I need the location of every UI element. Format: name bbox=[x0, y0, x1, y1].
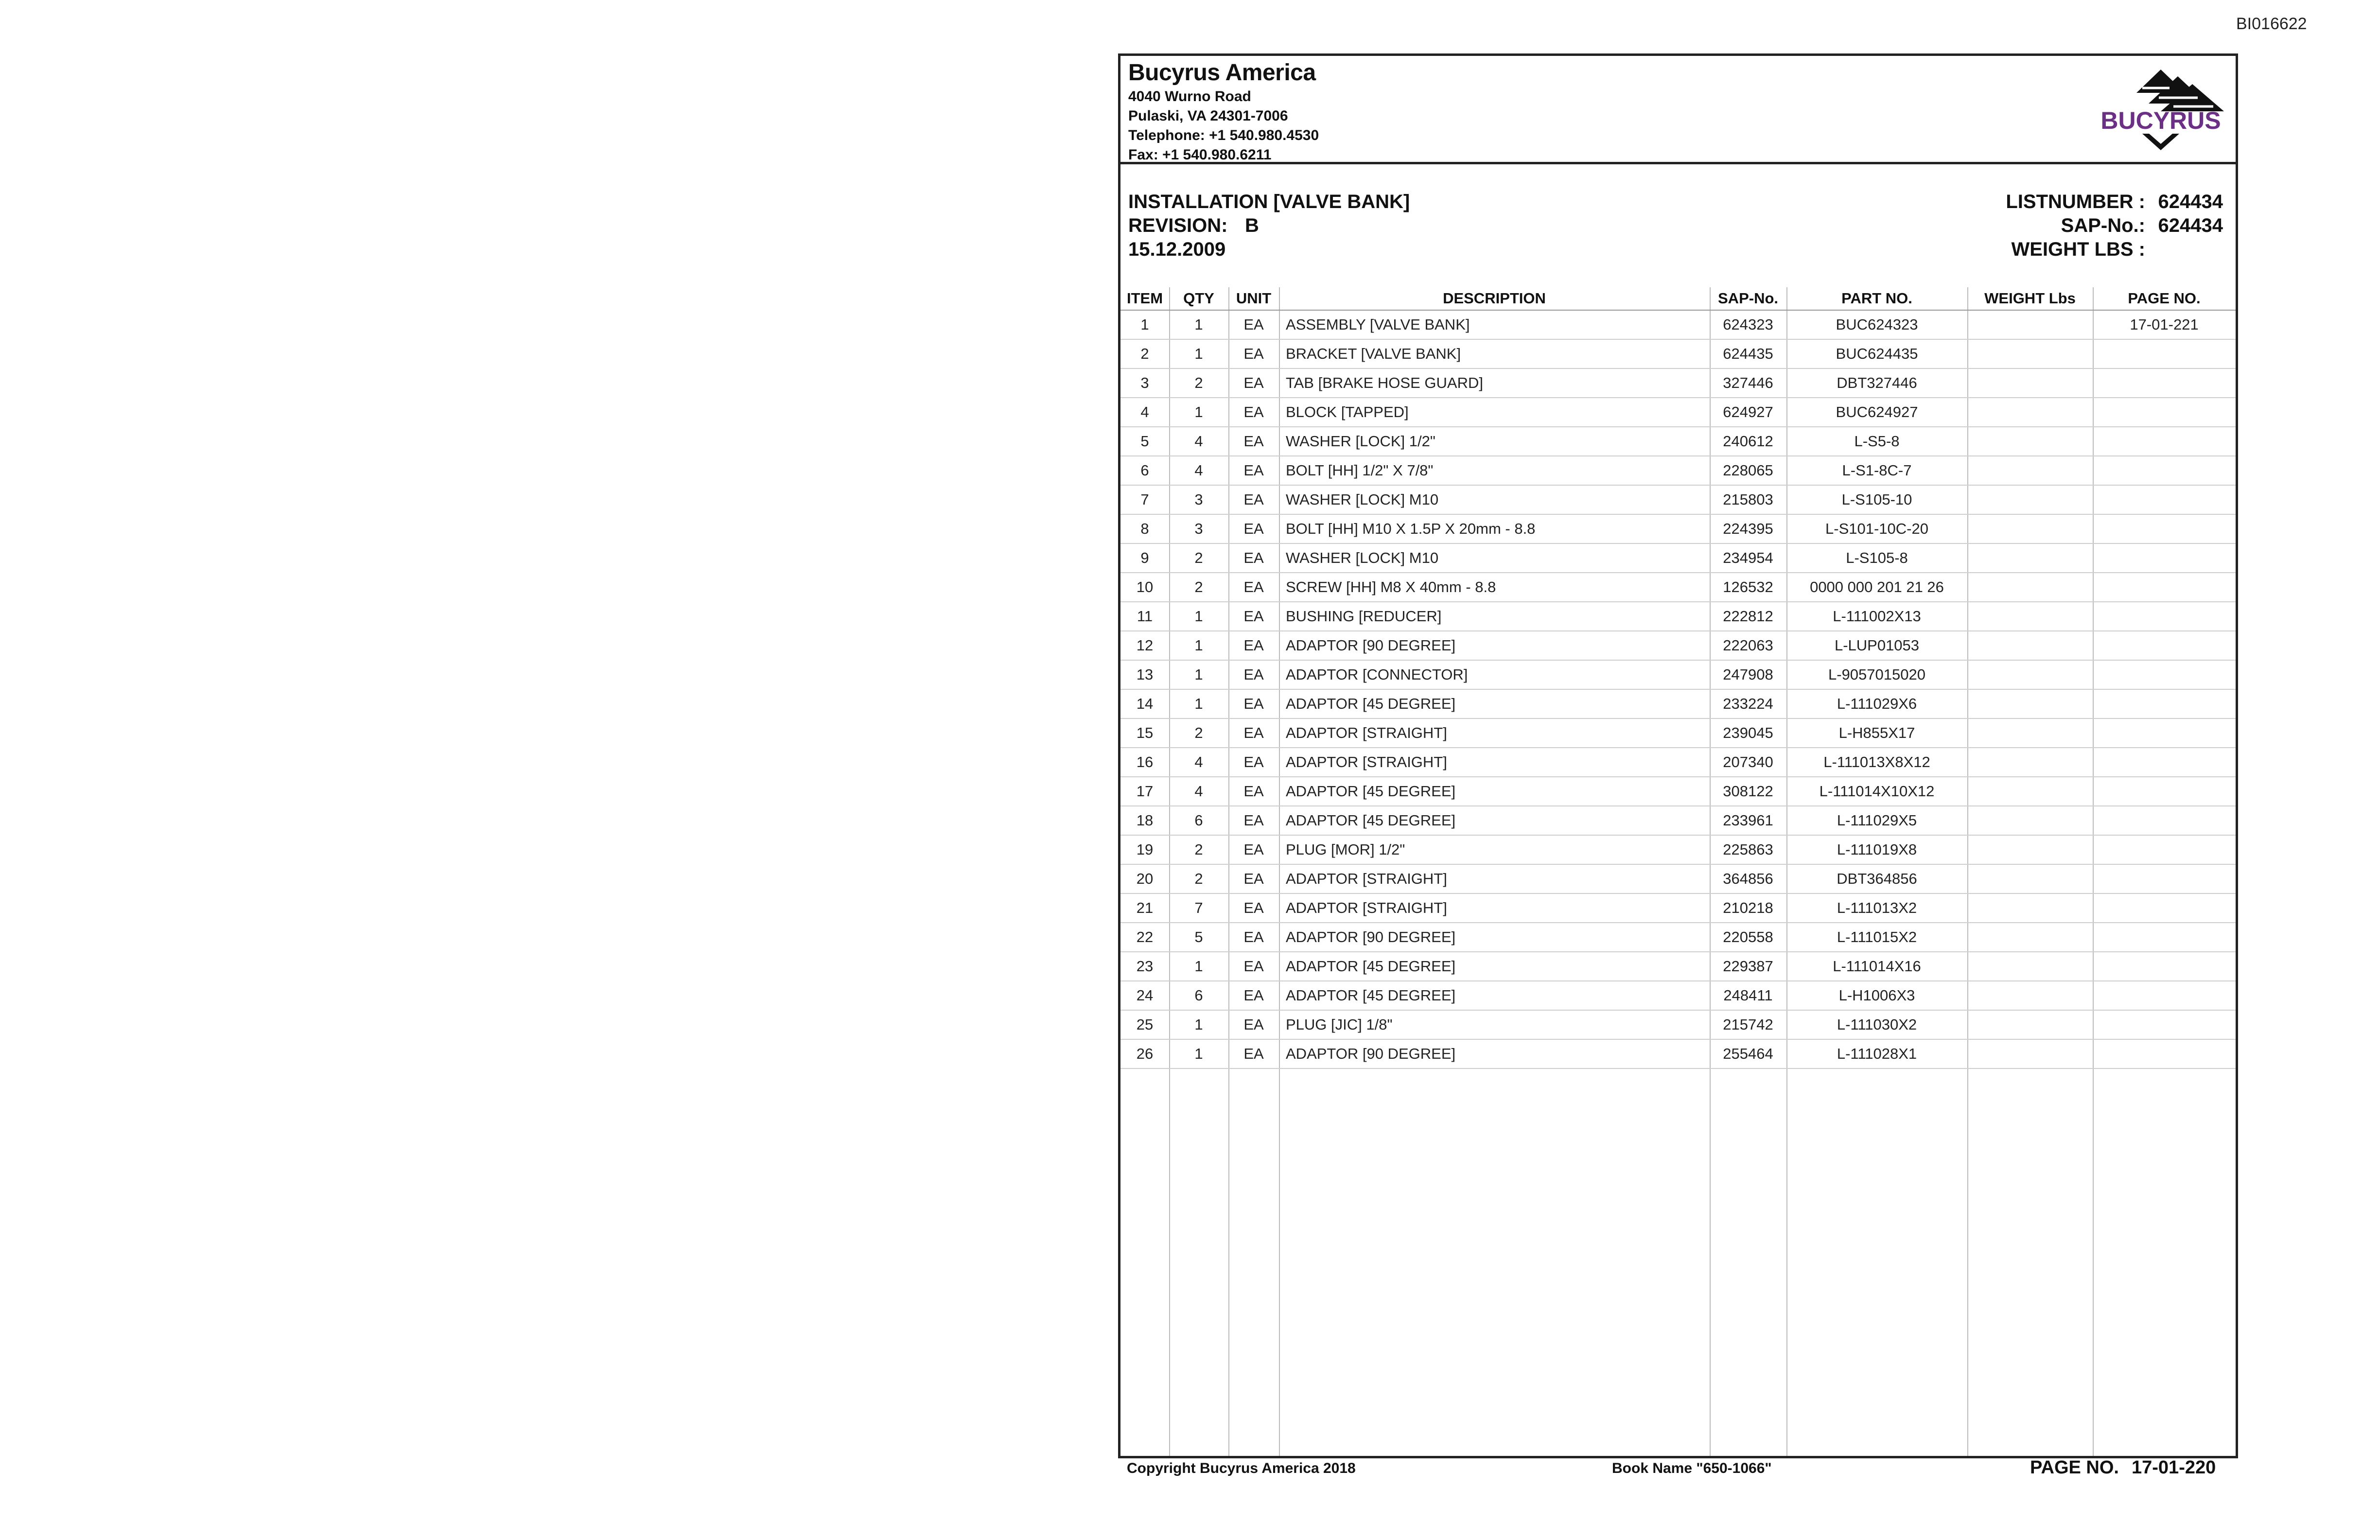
column-header-weight: WEIGHT Lbs bbox=[1967, 287, 2093, 310]
column-header-unit: UNIT bbox=[1228, 287, 1279, 310]
column-header-qty: QTY bbox=[1169, 287, 1228, 310]
cell-sap-number: 624927 bbox=[1710, 398, 1786, 427]
cell-page-number bbox=[2093, 923, 2236, 952]
cell-weight bbox=[1967, 427, 2093, 456]
cell-part-number: BUC624435 bbox=[1786, 339, 1967, 368]
cell-part-number: L-H855X17 bbox=[1786, 718, 1967, 748]
cell-unit: EA bbox=[1228, 777, 1279, 806]
weight-line bbox=[2006, 238, 2223, 262]
cell-sap-number: 215803 bbox=[1710, 485, 1786, 514]
cell-description: WASHER [LOCK] M10 bbox=[1279, 543, 1710, 573]
cell-description: ADAPTOR [45 DEGREE] bbox=[1279, 777, 1710, 806]
cell-item: 6 bbox=[1120, 456, 1169, 485]
cell-page-number bbox=[2093, 835, 2236, 864]
cell-unit: EA bbox=[1228, 398, 1279, 427]
cell-sap-number: 327446 bbox=[1710, 368, 1786, 398]
cell-description: ADAPTOR [45 DEGREE] bbox=[1279, 952, 1710, 981]
cell-item: 5 bbox=[1120, 427, 1169, 456]
cell-qty: 2 bbox=[1169, 543, 1228, 573]
cell-page-number bbox=[2093, 893, 2236, 923]
cell-part-number: L-S105-8 bbox=[1786, 543, 1967, 573]
cell-part-number: L-S5-8 bbox=[1786, 427, 1967, 456]
company-fax: Fax: +1 540.980.6211 bbox=[1128, 147, 1272, 163]
cell-item: 8 bbox=[1120, 514, 1169, 543]
table-row bbox=[1120, 543, 2236, 573]
cell-page-number bbox=[2093, 748, 2236, 777]
cell-qty: 1 bbox=[1169, 398, 1228, 427]
cell-qty: 1 bbox=[1169, 952, 1228, 981]
cell-sap-number: 255464 bbox=[1710, 1039, 1786, 1068]
cell-weight bbox=[1967, 339, 2093, 368]
cell-description: ADAPTOR [STRAIGHT] bbox=[1279, 718, 1710, 748]
cell-weight bbox=[1967, 1039, 2093, 1068]
cell-item: 9 bbox=[1120, 543, 1169, 573]
cell-description: ADAPTOR [90 DEGREE] bbox=[1279, 631, 1710, 660]
table-body bbox=[1120, 310, 2236, 1068]
cell-page-number bbox=[2093, 543, 2236, 573]
cell-qty: 4 bbox=[1169, 427, 1228, 456]
sap-number-label: SAP-No.: bbox=[2061, 215, 2145, 236]
cell-sap-number: 239045 bbox=[1710, 718, 1786, 748]
cell-item: 1 bbox=[1120, 310, 1169, 339]
cell-item: 2 bbox=[1120, 339, 1169, 368]
cell-description: PLUG [JIC] 1/8" bbox=[1279, 1010, 1710, 1039]
cell-part-number: 0000 000 201 21 26 bbox=[1786, 573, 1967, 602]
cell-unit: EA bbox=[1228, 602, 1279, 631]
cell-weight bbox=[1967, 368, 2093, 398]
cell-qty: 7 bbox=[1169, 893, 1228, 923]
cell-item: 17 bbox=[1120, 777, 1169, 806]
cell-sap-number: 220558 bbox=[1710, 923, 1786, 952]
cell-item: 26 bbox=[1120, 1039, 1169, 1068]
column-header-page-number: PAGE NO. bbox=[2093, 287, 2236, 310]
cell-weight bbox=[1967, 718, 2093, 748]
cell-page-number bbox=[2093, 981, 2236, 1010]
cell-sap-number: 225863 bbox=[1710, 835, 1786, 864]
table-row bbox=[1120, 952, 2236, 981]
cell-unit: EA bbox=[1228, 806, 1279, 835]
cell-page-number bbox=[2093, 368, 2236, 398]
cell-item: 19 bbox=[1120, 835, 1169, 864]
cell-weight bbox=[1967, 631, 2093, 660]
cell-qty: 4 bbox=[1169, 456, 1228, 485]
table-row bbox=[1120, 864, 2236, 893]
revision-label: REVISION: bbox=[1128, 215, 1228, 236]
cell-page-number bbox=[2093, 573, 2236, 602]
table-row bbox=[1120, 981, 2236, 1010]
page-number-label: PAGE NO. bbox=[2030, 1457, 2119, 1478]
cell-part-number: L-S101-10C-20 bbox=[1786, 514, 1967, 543]
cell-page-number bbox=[2093, 456, 2236, 485]
assembly-title: INSTALLATION [VALVE BANK] bbox=[1128, 191, 1410, 212]
cell-qty: 1 bbox=[1169, 1010, 1228, 1039]
cell-sap-number: 233224 bbox=[1710, 689, 1786, 718]
book-name: Book Name "650-1066" bbox=[1612, 1460, 1772, 1476]
company-telephone: Telephone: +1 540.980.4530 bbox=[1128, 127, 1319, 143]
cell-page-number bbox=[2093, 689, 2236, 718]
cell-item: 4 bbox=[1120, 398, 1169, 427]
cell-item: 13 bbox=[1120, 660, 1169, 689]
listnumber-line bbox=[2006, 190, 2223, 214]
cell-part-number: L-111014X16 bbox=[1786, 952, 1967, 981]
cell-sap-number: 308122 bbox=[1710, 777, 1786, 806]
cell-item: 16 bbox=[1120, 748, 1169, 777]
parts-list-sheet bbox=[1118, 53, 2238, 1458]
cell-unit: EA bbox=[1228, 456, 1279, 485]
logo-text: BUCYRUS bbox=[2100, 107, 2221, 134]
table-row bbox=[1120, 748, 2236, 777]
cell-unit: EA bbox=[1228, 631, 1279, 660]
cell-unit: EA bbox=[1228, 368, 1279, 398]
cell-item: 10 bbox=[1120, 573, 1169, 602]
cell-item: 15 bbox=[1120, 718, 1169, 748]
revision-line bbox=[1128, 214, 1410, 238]
cell-sap-number: 248411 bbox=[1710, 981, 1786, 1010]
cell-page-number bbox=[2093, 864, 2236, 893]
cell-description: SCREW [HH] M8 X 40mm - 8.8 bbox=[1279, 573, 1710, 602]
table-row bbox=[1120, 689, 2236, 718]
cell-unit: EA bbox=[1228, 835, 1279, 864]
cell-description: WASHER [LOCK] M10 bbox=[1279, 485, 1710, 514]
cell-qty: 1 bbox=[1169, 631, 1228, 660]
parts-table bbox=[1120, 287, 2236, 1069]
cell-description: TAB [BRAKE HOSE GUARD] bbox=[1279, 368, 1710, 398]
parts-table-area bbox=[1120, 287, 2236, 1456]
cell-part-number: DBT364856 bbox=[1786, 864, 1967, 893]
cell-sap-number: 207340 bbox=[1710, 748, 1786, 777]
listnumber-value: 624434 bbox=[2158, 191, 2223, 212]
cell-qty: 3 bbox=[1169, 514, 1228, 543]
weight-label: WEIGHT LBS : bbox=[2011, 239, 2145, 260]
cell-page-number bbox=[2093, 485, 2236, 514]
cell-description: ADAPTOR [CONNECTOR] bbox=[1279, 660, 1710, 689]
table-row bbox=[1120, 1039, 2236, 1068]
cell-unit: EA bbox=[1228, 339, 1279, 368]
table-row bbox=[1120, 660, 2236, 689]
cell-qty: 2 bbox=[1169, 368, 1228, 398]
cell-weight bbox=[1967, 1010, 2093, 1039]
cell-unit: EA bbox=[1228, 573, 1279, 602]
cell-page-number bbox=[2093, 660, 2236, 689]
cell-page-number bbox=[2093, 398, 2236, 427]
cell-qty: 2 bbox=[1169, 718, 1228, 748]
cell-qty: 5 bbox=[1169, 923, 1228, 952]
cell-page-number bbox=[2093, 631, 2236, 660]
cell-weight bbox=[1967, 893, 2093, 923]
table-row bbox=[1120, 835, 2236, 864]
cell-qty: 4 bbox=[1169, 748, 1228, 777]
table-row bbox=[1120, 398, 2236, 427]
cell-weight bbox=[1967, 864, 2093, 893]
cell-description: BUSHING [REDUCER] bbox=[1279, 602, 1710, 631]
cell-item: 14 bbox=[1120, 689, 1169, 718]
cell-sap-number: 364856 bbox=[1710, 864, 1786, 893]
cell-sap-number: 210218 bbox=[1710, 893, 1786, 923]
cell-qty: 6 bbox=[1169, 981, 1228, 1010]
cell-qty: 2 bbox=[1169, 835, 1228, 864]
copyright-text: Copyright Bucyrus America 2018 bbox=[1127, 1460, 1356, 1476]
table-row bbox=[1120, 631, 2236, 660]
cell-part-number: L-111013X2 bbox=[1786, 893, 1967, 923]
cell-sap-number: 222812 bbox=[1710, 602, 1786, 631]
sap-number-line bbox=[2006, 214, 2223, 238]
cell-page-number bbox=[2093, 1039, 2236, 1068]
cell-unit: EA bbox=[1228, 660, 1279, 689]
cell-weight bbox=[1967, 748, 2093, 777]
cell-sap-number: 247908 bbox=[1710, 660, 1786, 689]
cell-unit: EA bbox=[1228, 1010, 1279, 1039]
issue-date: 15.12.2009 bbox=[1128, 239, 1226, 260]
cell-description: ADAPTOR [90 DEGREE] bbox=[1279, 1039, 1710, 1068]
table-header-row bbox=[1120, 287, 2236, 310]
cell-part-number: L-111014X10X12 bbox=[1786, 777, 1967, 806]
cell-qty: 1 bbox=[1169, 310, 1228, 339]
cell-weight bbox=[1967, 660, 2093, 689]
page-number-value: 17-01-220 bbox=[2132, 1457, 2216, 1478]
cell-qty: 1 bbox=[1169, 660, 1228, 689]
cell-sap-number: 624323 bbox=[1710, 310, 1786, 339]
column-header-sap-number: SAP-No. bbox=[1710, 287, 1786, 310]
cell-page-number bbox=[2093, 952, 2236, 981]
cell-item: 12 bbox=[1120, 631, 1169, 660]
sap-number-value: 624434 bbox=[2158, 215, 2223, 236]
cell-description: WASHER [LOCK] 1/2" bbox=[1279, 427, 1710, 456]
table-row bbox=[1120, 310, 2236, 339]
cell-item: 24 bbox=[1120, 981, 1169, 1010]
cell-page-number bbox=[2093, 602, 2236, 631]
table-row bbox=[1120, 893, 2236, 923]
cell-page-number: 17-01-221 bbox=[2093, 310, 2236, 339]
cell-sap-number: 233961 bbox=[1710, 806, 1786, 835]
cell-sap-number: 222063 bbox=[1710, 631, 1786, 660]
cell-description: BOLT [HH] M10 X 1.5P X 20mm - 8.8 bbox=[1279, 514, 1710, 543]
cell-part-number: L-H1006X3 bbox=[1786, 981, 1967, 1010]
cell-part-number: L-111030X2 bbox=[1786, 1010, 1967, 1039]
company-address-block bbox=[1128, 59, 1319, 165]
column-header-description: DESCRIPTION bbox=[1279, 287, 1710, 310]
cell-description: ADAPTOR [45 DEGREE] bbox=[1279, 689, 1710, 718]
bucyrus-logo bbox=[2088, 65, 2234, 152]
cell-part-number: L-111002X13 bbox=[1786, 602, 1967, 631]
cell-weight bbox=[1967, 456, 2093, 485]
cell-part-number: L-111013X8X12 bbox=[1786, 748, 1967, 777]
cell-item: 23 bbox=[1120, 952, 1169, 981]
cell-weight bbox=[1967, 573, 2093, 602]
listnumber-label: LISTNUMBER : bbox=[2006, 191, 2145, 212]
cell-unit: EA bbox=[1228, 1039, 1279, 1068]
cell-qty: 1 bbox=[1169, 689, 1228, 718]
cell-weight bbox=[1967, 806, 2093, 835]
cell-description: PLUG [MOR] 1/2" bbox=[1279, 835, 1710, 864]
cell-qty: 1 bbox=[1169, 1039, 1228, 1068]
cell-part-number: L-S105-10 bbox=[1786, 485, 1967, 514]
cell-qty: 2 bbox=[1169, 573, 1228, 602]
company-address-line2: Pulaski, VA 24301-7006 bbox=[1128, 108, 1288, 124]
document-id: BI016622 bbox=[2236, 15, 2307, 33]
cell-part-number: L-111015X2 bbox=[1786, 923, 1967, 952]
cell-part-number: L-9057015020 bbox=[1786, 660, 1967, 689]
cell-item: 7 bbox=[1120, 485, 1169, 514]
cell-unit: EA bbox=[1228, 689, 1279, 718]
cell-sap-number: 624435 bbox=[1710, 339, 1786, 368]
cell-unit: EA bbox=[1228, 514, 1279, 543]
cell-unit: EA bbox=[1228, 718, 1279, 748]
table-row bbox=[1120, 427, 2236, 456]
cell-weight bbox=[1967, 689, 2093, 718]
table-row bbox=[1120, 602, 2236, 631]
cell-unit: EA bbox=[1228, 864, 1279, 893]
cell-item: 21 bbox=[1120, 893, 1169, 923]
cell-unit: EA bbox=[1228, 923, 1279, 952]
cell-page-number bbox=[2093, 427, 2236, 456]
page-number bbox=[2030, 1457, 2216, 1478]
cell-description: ASSEMBLY [VALVE BANK] bbox=[1279, 310, 1710, 339]
cell-unit: EA bbox=[1228, 952, 1279, 981]
cell-weight bbox=[1967, 310, 2093, 339]
cell-sap-number: 229387 bbox=[1710, 952, 1786, 981]
cell-item: 22 bbox=[1120, 923, 1169, 952]
cell-qty: 6 bbox=[1169, 806, 1228, 835]
table-row bbox=[1120, 456, 2236, 485]
cell-description: ADAPTOR [STRAIGHT] bbox=[1279, 864, 1710, 893]
cell-description: ADAPTOR [45 DEGREE] bbox=[1279, 806, 1710, 835]
cell-weight bbox=[1967, 777, 2093, 806]
cell-description: ADAPTOR [90 DEGREE] bbox=[1279, 923, 1710, 952]
cell-part-number: L-S1-8C-7 bbox=[1786, 456, 1967, 485]
cell-sap-number: 126532 bbox=[1710, 573, 1786, 602]
cell-unit: EA bbox=[1228, 981, 1279, 1010]
cell-weight bbox=[1967, 981, 2093, 1010]
cell-item: 11 bbox=[1120, 602, 1169, 631]
cell-item: 18 bbox=[1120, 806, 1169, 835]
cell-weight bbox=[1967, 398, 2093, 427]
cell-description: ADAPTOR [45 DEGREE] bbox=[1279, 981, 1710, 1010]
table-row bbox=[1120, 1010, 2236, 1039]
cell-weight bbox=[1967, 923, 2093, 952]
table-row bbox=[1120, 514, 2236, 543]
cell-page-number bbox=[2093, 777, 2236, 806]
cell-description: BLOCK [TAPPED] bbox=[1279, 398, 1710, 427]
cell-qty: 1 bbox=[1169, 339, 1228, 368]
cell-qty: 1 bbox=[1169, 602, 1228, 631]
cell-item: 3 bbox=[1120, 368, 1169, 398]
cell-weight bbox=[1967, 485, 2093, 514]
cell-sap-number: 228065 bbox=[1710, 456, 1786, 485]
cell-part-number: L-111028X1 bbox=[1786, 1039, 1967, 1068]
cell-weight bbox=[1967, 835, 2093, 864]
cell-description: ADAPTOR [STRAIGHT] bbox=[1279, 893, 1710, 923]
table-row bbox=[1120, 573, 2236, 602]
title-block bbox=[1128, 190, 1410, 262]
column-header-part-number: PART NO. bbox=[1786, 287, 1967, 310]
cell-part-number: L-111029X6 bbox=[1786, 689, 1967, 718]
cell-unit: EA bbox=[1228, 310, 1279, 339]
table-row bbox=[1120, 923, 2236, 952]
cell-part-number: DBT327446 bbox=[1786, 368, 1967, 398]
table-row bbox=[1120, 718, 2236, 748]
column-header-item: ITEM bbox=[1120, 287, 1169, 310]
table-row bbox=[1120, 777, 2236, 806]
cell-page-number bbox=[2093, 339, 2236, 368]
cell-page-number bbox=[2093, 806, 2236, 835]
cell-sap-number: 240612 bbox=[1710, 427, 1786, 456]
cell-weight bbox=[1967, 543, 2093, 573]
cell-qty: 3 bbox=[1169, 485, 1228, 514]
cell-page-number bbox=[2093, 718, 2236, 748]
cell-unit: EA bbox=[1228, 543, 1279, 573]
table-row bbox=[1120, 485, 2236, 514]
table-row bbox=[1120, 806, 2236, 835]
company-name: Bucyrus America bbox=[1128, 60, 1316, 86]
company-address-line1: 4040 Wurno Road bbox=[1128, 88, 1251, 105]
cell-qty: 2 bbox=[1169, 864, 1228, 893]
revision-value: B bbox=[1245, 215, 1259, 236]
cell-description: ADAPTOR [STRAIGHT] bbox=[1279, 748, 1710, 777]
table-row bbox=[1120, 339, 2236, 368]
cell-sap-number: 215742 bbox=[1710, 1010, 1786, 1039]
cell-page-number bbox=[2093, 1010, 2236, 1039]
cell-qty: 4 bbox=[1169, 777, 1228, 806]
cell-part-number: BUC624323 bbox=[1786, 310, 1967, 339]
cell-unit: EA bbox=[1228, 893, 1279, 923]
cell-item: 25 bbox=[1120, 1010, 1169, 1039]
cell-description: BRACKET [VALVE BANK] bbox=[1279, 339, 1710, 368]
cell-part-number: L-111029X5 bbox=[1786, 806, 1967, 835]
cell-unit: EA bbox=[1228, 427, 1279, 456]
cell-sap-number: 224395 bbox=[1710, 514, 1786, 543]
table-row bbox=[1120, 368, 2236, 398]
cell-item: 20 bbox=[1120, 864, 1169, 893]
cell-part-number: L-LUP01053 bbox=[1786, 631, 1967, 660]
cell-description: BOLT [HH] 1/2" X 7/8" bbox=[1279, 456, 1710, 485]
cell-unit: EA bbox=[1228, 748, 1279, 777]
cell-part-number: L-111019X8 bbox=[1786, 835, 1967, 864]
cell-weight bbox=[1967, 602, 2093, 631]
header-divider bbox=[1120, 162, 2236, 164]
cell-weight bbox=[1967, 514, 2093, 543]
list-info-block bbox=[2006, 190, 2223, 262]
cell-unit: EA bbox=[1228, 485, 1279, 514]
cell-weight bbox=[1967, 952, 2093, 981]
cell-sap-number: 234954 bbox=[1710, 543, 1786, 573]
cell-part-number: BUC624927 bbox=[1786, 398, 1967, 427]
cell-page-number bbox=[2093, 514, 2236, 543]
